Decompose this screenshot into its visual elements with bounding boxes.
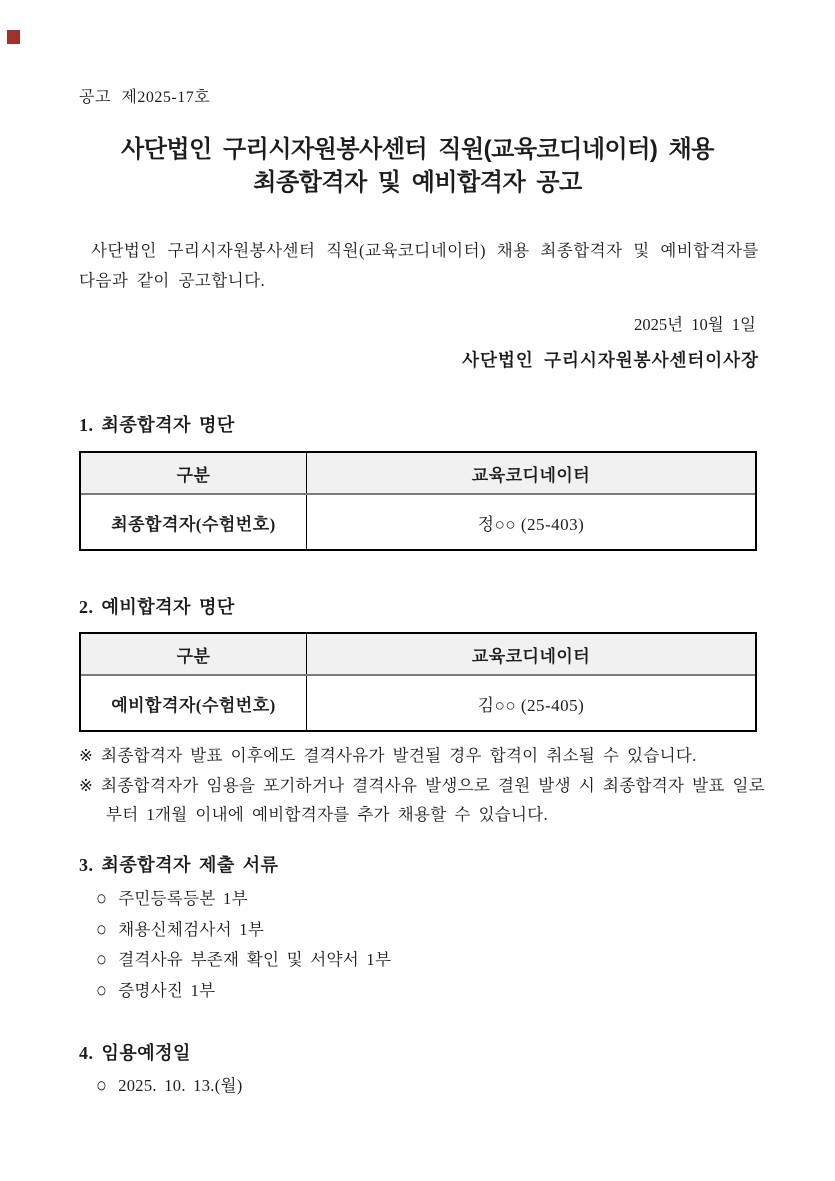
circle-bullet-icon: ○ [96, 947, 108, 971]
list-item-text: 결격사유 부존재 확인 및 서약서 1부 [118, 950, 392, 969]
table-row [81, 676, 755, 730]
reserve-passer-label: 예비합격자(수험번호) [81, 676, 307, 730]
section-heading-documents: 3. 최종합격자 제출 서류 [79, 855, 279, 875]
final-passer-label: 최종합격자(수험번호) [81, 495, 307, 549]
list-item-text: 채용신체검사서 1부 [118, 919, 265, 939]
circle-bullet-icon: ○ [96, 886, 108, 910]
list-item-text: 주민등록등본 1부 [118, 889, 248, 908]
table-header-row [81, 634, 755, 676]
issuer-signature: 사단법인 구리시자원봉사센터이사장 [462, 350, 759, 370]
reserve-passers-table [79, 632, 757, 732]
intro-paragraph: 사단법인 구리시자원봉사센터 직원(교육코디네이터) 채용 최종합격자 및 예비합격자를 다음과 같이 공고합니다. [79, 241, 759, 290]
circle-bullet-icon: ○ [96, 1073, 108, 1097]
note-cancellation [79, 741, 765, 771]
table-header-category: 구분 [81, 634, 307, 674]
section-heading-appointment: 4. 임용예정일 [79, 1043, 191, 1063]
table-header-position: 교육코디네이터 [471, 646, 591, 666]
table-header-row [81, 453, 755, 495]
reference-mark-icon: ※ [79, 746, 94, 765]
list-item [96, 916, 765, 940]
note-reserve-hiring [79, 771, 765, 830]
section-heading-reserve-list: 2. 예비합격자 명단 [79, 597, 235, 617]
section-heading-final-list: 1. 최종합격자 명단 [79, 415, 235, 435]
reserve-passer-value: 김○○ (25-405) [477, 695, 585, 715]
circle-bullet-icon: ○ [96, 916, 108, 940]
list-item-text: 증명사진 1부 [118, 980, 216, 1000]
red-corner-mark [7, 30, 20, 44]
doc-number: 공고 제2025-17호 [79, 89, 211, 106]
list-item [96, 1072, 765, 1097]
final-passer-value: 정○○ (25-403) [477, 514, 585, 534]
list-item [96, 946, 765, 971]
circle-bullet-icon: ○ [96, 977, 108, 1001]
table-row [81, 495, 755, 549]
documents-list [96, 885, 765, 1007]
list-item [96, 885, 765, 910]
page-title-line2: 최종합격자 및 예비합격자 공고 [253, 169, 582, 196]
table-header-position: 교육코디네이터 [471, 465, 591, 485]
appointment-list [96, 1072, 765, 1103]
notes-block [79, 741, 765, 830]
note-text: 최종합격자가 임용을 포기하거나 결격사유 발생으로 결원 발생 시 최종합격자 발표 일로부터 1개월 이내에 예비합격자를 추가 채용할 수 있습니다. [101, 775, 765, 824]
list-item-text: 2025. 10. 13.(월) [118, 1076, 243, 1095]
page-title [40, 133, 795, 199]
page-title-line1: 사단법인 구리시자원봉사센터 직원(교육코디네이터) 채용 [121, 136, 714, 163]
final-passers-table [79, 451, 757, 551]
list-item [96, 977, 765, 1001]
reference-mark-icon: ※ [79, 775, 94, 795]
announcement-date: 2025년 10월 1일 [634, 315, 756, 334]
table-header-category: 구분 [81, 453, 307, 493]
note-text: 최종합격자 발표 이후에도 결격사유가 발견될 경우 합격이 취소될 수 있습니다. [101, 746, 697, 765]
